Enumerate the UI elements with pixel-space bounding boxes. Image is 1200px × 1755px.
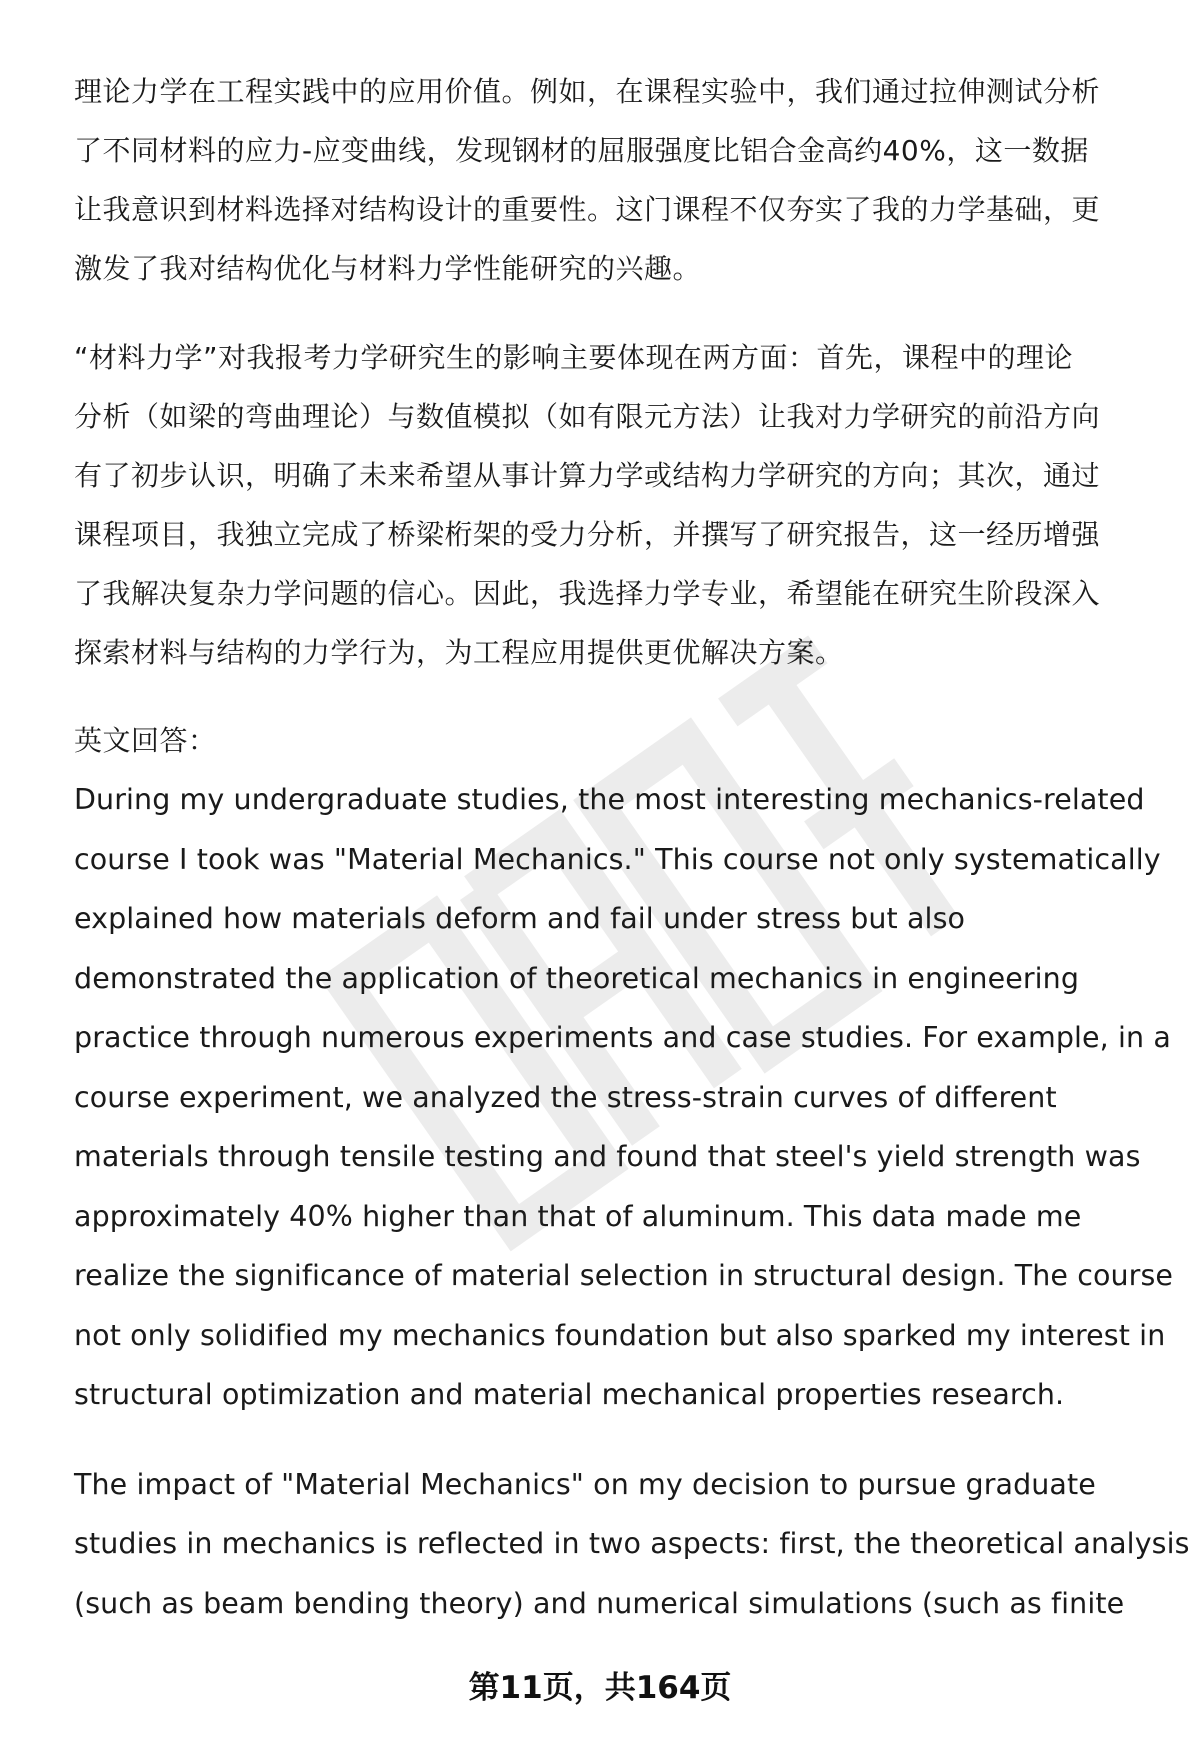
text-line: practice through numerous experiments and case studies. For example, in a [74, 1021, 1171, 1054]
text-line: course experiment, we analyzed the stress-strain curves of different [74, 1080, 1057, 1114]
text-line: approximately 40% higher than that of aluminum. This data made me [74, 1199, 1082, 1233]
text-line: structural optimization and material mechanical properties research. [74, 1378, 1065, 1411]
text-line: course I took was "Material Mechanics." This course not only systematically [74, 842, 1161, 876]
text-line: 激发了我对结构优化与材料力学性能研究的兴趣。 [74, 252, 702, 285]
text-line: 有了初步认识，明确了未来希望从事计算力学或结构力学研究的方向；其次，通过 [74, 459, 1101, 492]
text-line: 理论力学在工程实践中的应用价值。例如，在课程实验中，我们通过拉伸测试分析 [74, 75, 1101, 108]
text-line: “材料力学”对我报考力学研究生的影响主要体现在两方面：首先，课程中的理论 [74, 341, 1074, 374]
text-line: 探索材料与结构的力学行为，为工程应用提供更优解决方案。 [74, 636, 844, 669]
text-line: materials through tensile testing and found that steel's yield strength was [74, 1140, 1141, 1173]
text-line: The impact of "Material Mechanics" on my decision to pursue graduate [74, 1467, 1096, 1501]
text-line: (such as beam bending theory) and numerical simulations (such as finite [74, 1586, 1125, 1620]
english-paragraph-2 [74, 1455, 1190, 1634]
text-line: realize the significance of material selection in structural design. The course [74, 1259, 1174, 1292]
page-number-footer: 第11页，共164页 [468, 1670, 732, 1706]
paragraph-gap [74, 682, 1164, 712]
chinese-paragraph-1 [74, 62, 1164, 298]
english-paragraph-1 [74, 770, 1174, 1425]
text-line: During my undergraduate studies, the most interesting mechanics-related [74, 783, 1145, 816]
text-line: 分析（如梁的弯曲理论）与数值模拟（如有限元方法）让我对力学研究的前沿方向 [74, 400, 1101, 433]
text-line: explained how materials deform and fail under stress but also [74, 902, 966, 935]
paragraph-gap [74, 1425, 1164, 1455]
paragraph-gap [74, 298, 1164, 328]
chinese-paragraph-2 [74, 328, 1164, 682]
text-line: 了不同材料的应力-应变曲线，发现钢材的屈服强度比铝合金高约40%，这一数据 [74, 134, 1089, 167]
text-line: 课程项目，我独立完成了桥梁桁架的受力分析，并撰写了研究报告，这一经历增强 [74, 518, 1101, 551]
text-line: 让我意识到材料选择对结构设计的重要性。这门课程不仅夯实了我的力学基础，更 [74, 193, 1101, 226]
text-line: demonstrated the application of theoretical mechanics in engineering [74, 961, 1080, 995]
english-answer-label: 英文回答： [74, 724, 217, 757]
text-line: not only solidified my mechanics foundation but also sparked my interest in [74, 1318, 1166, 1352]
text-line: studies in mechanics is reflected in two aspects: first, the theoretical analysis [74, 1527, 1190, 1560]
page-content [74, 62, 1190, 1633]
text-line: 了我解决复杂力学问题的信心。因此，我选择力学专业，希望能在研究生阶段深入 [74, 577, 1101, 610]
